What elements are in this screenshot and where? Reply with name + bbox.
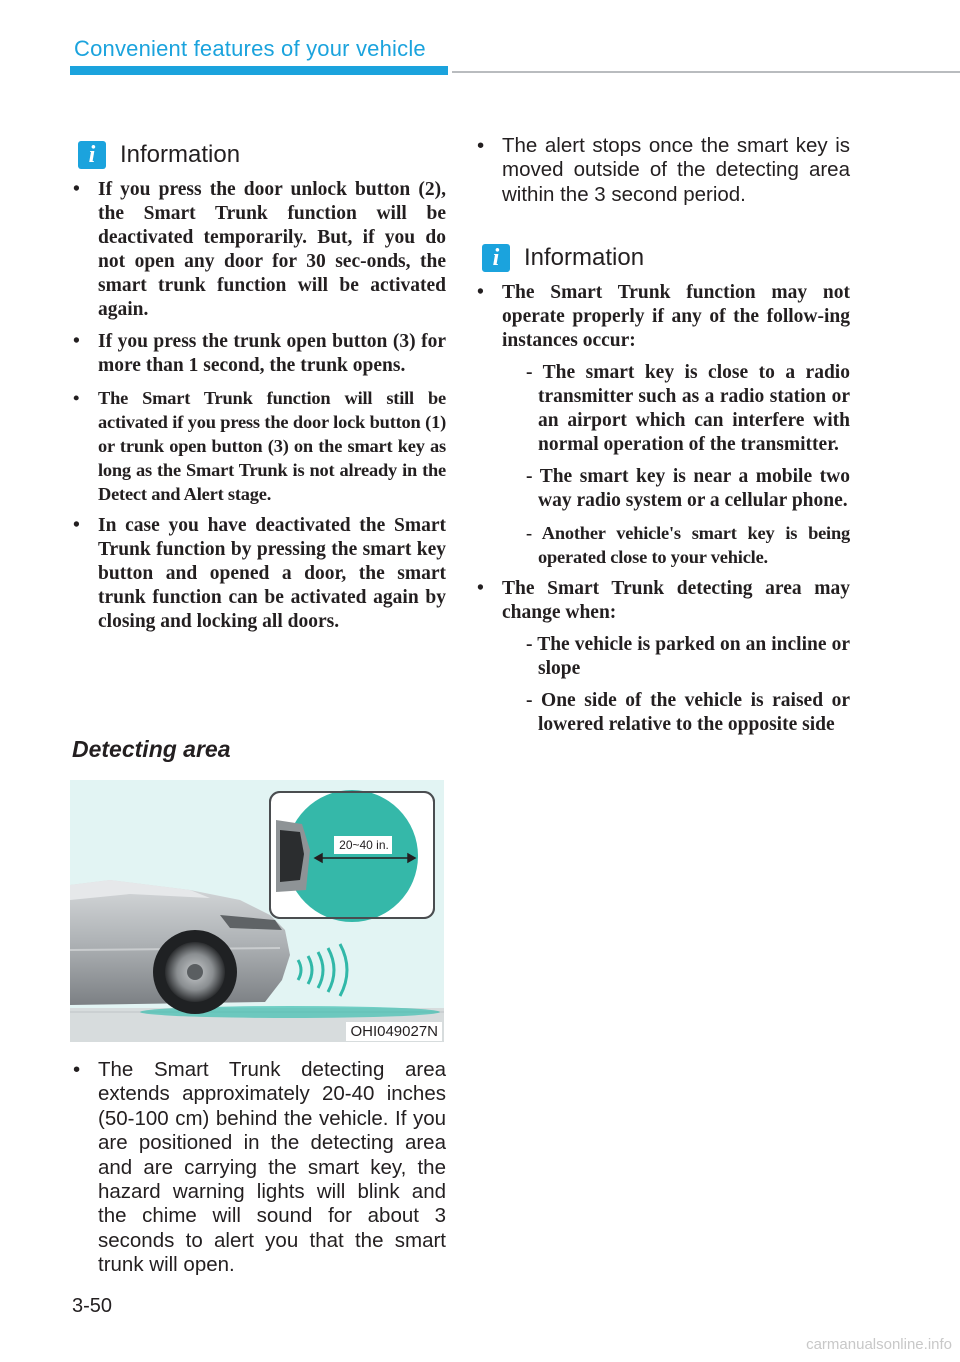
range-label: 20~40 in. <box>339 838 389 852</box>
right-column <box>476 134 850 745</box>
info-sub-item: - One side of the vehicle is raised or lowered relative to the opposite side <box>502 689 850 737</box>
information-title: Information <box>120 141 241 168</box>
car-rear-illustration <box>70 780 444 1042</box>
info-sub-item: - Another vehicle's smart key is being operated close to your vehicle. <box>502 521 850 569</box>
info-bullet: • The Smart Trunk detecting area may change when: <box>476 577 850 625</box>
section-header-title: Convenient features of your vehicle <box>74 36 426 61</box>
information-icon: i <box>78 141 106 169</box>
information-title: Information <box>524 244 645 272</box>
page-number: 3-50 <box>72 1295 113 1317</box>
info-bullet: • If you press the door unlock button (2), the Smart Trunk function will be deactivated temporarily. But, if you do not open any door for 30 sec-onds, the smart trunk function will be activated again. <box>72 178 446 322</box>
detecting-area-description <box>72 1058 446 1278</box>
info-sub-item: - The smart key is close to a radio transmitter such as a radio station or an airport which can interfere with normal operation of the transmitter. <box>502 361 850 457</box>
watermark: carmanualsonline.info <box>806 1336 952 1353</box>
left-information-block <box>72 138 446 642</box>
alert-stop-bullet: • The alert stops once the smart key is moved outside of the detecting area within the 3 second period. <box>476 134 850 207</box>
info-bullet: • If you press the trunk open button (3) for more than 1 second, the trunk opens. <box>72 330 446 378</box>
detecting-area-heading: Detecting area <box>72 736 231 762</box>
info-sub-item: - The vehicle is parked on an incline or slope <box>502 633 850 681</box>
information-heading <box>476 241 850 275</box>
information-icon: i <box>482 244 510 272</box>
figure-code: OHI049027N <box>346 1022 442 1041</box>
info-bullet: • In case you have deactivated the Smart Trunk function by pressing the smart key button and opened a door, the smart trunk function can be activated again by closing and locking all doors. <box>72 514 446 634</box>
header-rule <box>452 71 960 73</box>
description-bullet: • The Smart Trunk detecting area extends approximately 20-40 inches (50-100 cm) behind the vehicle. If you are positioned in the detecting area and are carrying the smart key, the hazard warning lights will blink and the chime will sound for about 3 seconds to alert you that the smart trunk will open. <box>72 1058 446 1278</box>
info-bullet: • The Smart Trunk function may not operate properly if any of the follow-ing instances occur: <box>476 281 850 353</box>
header-accent-bar <box>70 66 448 75</box>
info-bullet: • The Smart Trunk function will still be activated if you press the door lock button (1) or trunk open button (3) on the smart key as long as the Smart Trunk is not already in the Detect and Alert stage. <box>72 386 446 506</box>
detecting-area-figure <box>70 780 444 1042</box>
info-sub-item: - The smart key is near a mobile two way radio system or a cellular phone. <box>502 465 850 513</box>
information-heading <box>72 138 446 172</box>
